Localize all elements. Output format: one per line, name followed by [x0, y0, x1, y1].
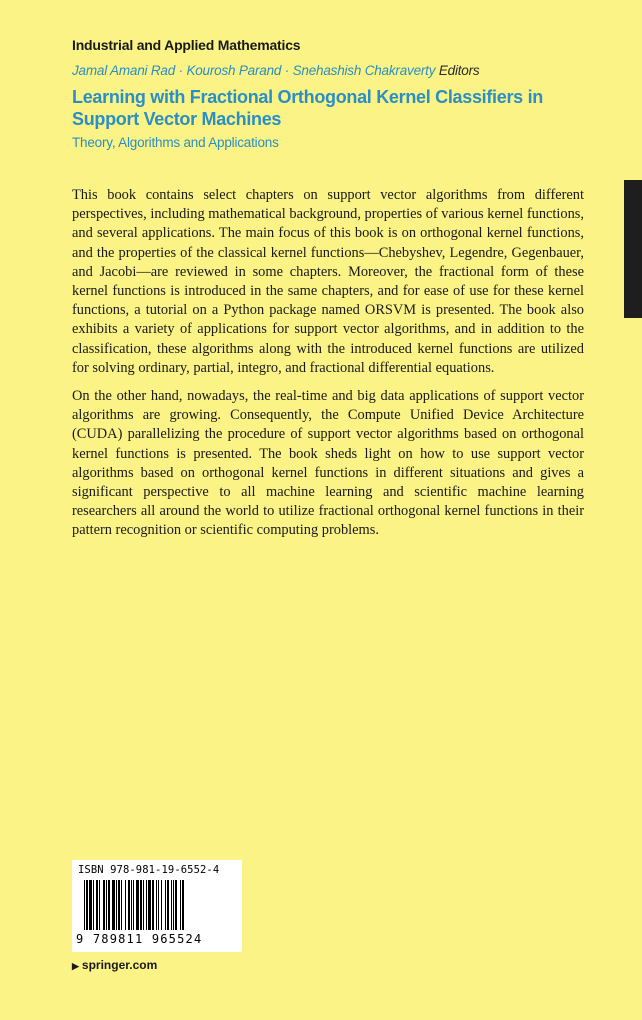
barcode-bar [171, 880, 172, 930]
description-paragraph: This book contains select chapters on support vector algorithms from different perspectives, including mathematical background, properties of various kernel functions, and several applications. The main focus of this book is on orthogonal kernel functions, and the properties of the classical kernel functions—Chebyshev, Legendre, Gegenbauer, and Jacobi—are reviewed in some chapters. Moreover, the fractional form of these kernel functions is introduced in the same chapters, and for ease of use for these kernel functions, a tutorial on a Python package named ORSVM is presented. The book also exhibits a variety of applications for support vector algorithms, and in addition to the classification, these algorithms along with the introduced kernel functions are utilized for solving ordinary, partial, integro, and fractional differential equations. [72, 187, 584, 376]
barcode-bar [89, 880, 92, 930]
barcode-bar [131, 880, 132, 930]
editors-line [72, 63, 479, 78]
barcode-bar [175, 880, 177, 930]
barcode-bar [173, 880, 174, 930]
barcode-bar [182, 880, 184, 930]
editors-role: Editors [438, 63, 480, 78]
barcode-bar [148, 880, 151, 930]
barcode-bar [152, 880, 154, 930]
barcode-bar [118, 880, 120, 930]
barcode-bar [167, 880, 169, 930]
barcode-bar [158, 880, 159, 930]
editors-names: Jamal Amani Rad · Kourosh Parand · Snehashish Chakraverty [72, 63, 436, 78]
barcode-bar [96, 880, 98, 930]
barcode-bar [156, 880, 157, 930]
barcode-bar [99, 880, 100, 930]
series-name: Industrial and Applied Mathematics [72, 37, 301, 53]
publisher-url [72, 958, 157, 972]
barcode-bar [106, 880, 107, 930]
barcode-bar [128, 880, 130, 930]
barcode-image [72, 880, 242, 932]
book-description [72, 186, 584, 550]
barcode-bar [116, 880, 117, 930]
barcode-bar [121, 880, 122, 930]
barcode-bar [136, 880, 139, 930]
barcode-bar [108, 880, 110, 930]
spine-edge-bar [624, 180, 642, 318]
barcode-digits: 9 789811 965524 [76, 932, 203, 946]
barcode-bar [140, 880, 142, 930]
barcode-bar [93, 880, 94, 930]
barcode-bar [86, 880, 88, 930]
barcode-bar [180, 880, 181, 930]
description-paragraph: On the other hand, nowadays, the real-time and big data applications of support vector algorithms are growing. Consequently, the Compute Unified Device Architecture (CUDA) parallelizing the procedure of support vector algorithms based on orthogonal kernel functions is presented. The book sheds light on how to use support vector algorithms based on orthogonal kernel functions in different situations and gives a significant perspective to all machine learning and scientific machine learning researchers all around the world to utilize fractional orthogonal kernel functions in their pattern recognition or scientific computing problems. [72, 388, 584, 539]
isbn-label: ISBN 978-981-19-6552-4 [78, 864, 220, 876]
barcode-bar [112, 880, 115, 930]
barcode-bar [165, 880, 166, 930]
book-title: Learning with Fractional Orthogonal Kernel Classifiers in Support Vector Machines [72, 87, 543, 129]
barcode-bar [103, 880, 105, 930]
isbn-barcode [72, 860, 242, 952]
arrow-right-icon: ▶ [72, 961, 79, 971]
publisher-url-text: springer.com [81, 958, 158, 972]
barcode-bar [125, 880, 126, 930]
book-subtitle: Theory, Algorithms and Applications [72, 135, 279, 150]
barcode-bar [84, 880, 85, 930]
barcode-bar [143, 880, 144, 930]
barcode-bar [161, 880, 162, 930]
barcode-bar [133, 880, 134, 930]
barcode-bar [146, 880, 147, 930]
